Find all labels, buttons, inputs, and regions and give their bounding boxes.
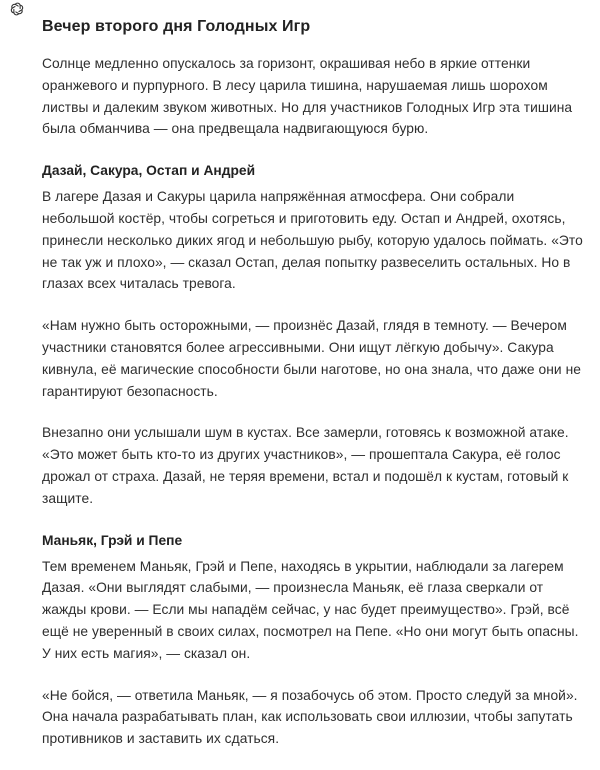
section1-paragraph: Внезапно они услышали шум в кустах. Все замерли, готовясь к возможной атаке. «Это может быть кто-то из других участников», — прошептала Сакура, её голос дрожал от страха. Дазай, не теряя времени, встал и подошёл к кустам, готовый к защите. [42, 425, 569, 506]
section-heading-dazai-group: Дазай, Сакура, Остап и Андрей [42, 163, 256, 179]
assistant-logo-icon [9, 1, 25, 17]
section2-paragraph: «Не бойся, — ответила Маньяк, — я позабочусь об этом. Просто следуй за мной». Она начала разрабатывать план, как использовать свои иллюзии, чтобы запутать противников и заставить их сдаться. [42, 687, 578, 747]
section2-paragraph: Тем временем Маньяк, Грэй и Пепе, находясь в укрытии, наблюдали за лагерем Дазая. «Они выглядят слабыми, — произнесла Маньяк, её глаза сверкали от жажды крови. — Если мы нападём сейчас, у нас будет преимущество». Грэй, всё ещё не уверенный в своих силах, посмотрел на Пепе. «Но они могут быть опасны. У них есть магия», — сказал он. [42, 558, 579, 661]
assistant-message [42, 15, 590, 770]
intro-paragraph: Солнце медленно опускалось за горизонт, окрашивая небо в яркие оттенки оранжевого и пурпурного. В лесу царила тишина, нарушаемая лишь шорохом листвы и далеким звуком животных. Но для участников Голодных Игр эта тишина была обманчива — она предвещала надвигающуюся бурю. [42, 56, 573, 137]
story-title: Вечер второго дня Голодных Игр [42, 18, 311, 35]
section-heading-maniac-group: Маньяк, Грэй и Пепе [42, 532, 183, 548]
section1-paragraph: «Нам нужно быть осторожными, — произнёс Дазай, глядя в темноту. — Вечером участники становятся более агрессивными. Они ищут лёгкую добычу». Сакура кивнула, её магические способности были наготове, но она знала, что даже они не гарантируют безопасность. [42, 318, 581, 399]
section1-paragraph: В лагере Дазая и Сакуры царила напряжённая атмосфера. Они собрали небольшой костёр, чтобы согреться и приготовить еду. Остап и Андрей, охотясь, принесли несколько диких ягод и небольшую рыбу, которую удалось поймать. «Это не так уж и плохо», — сказал Остап, делая попытку развеселить остальных. Но в глазах всех читалась тревога. [42, 189, 583, 292]
